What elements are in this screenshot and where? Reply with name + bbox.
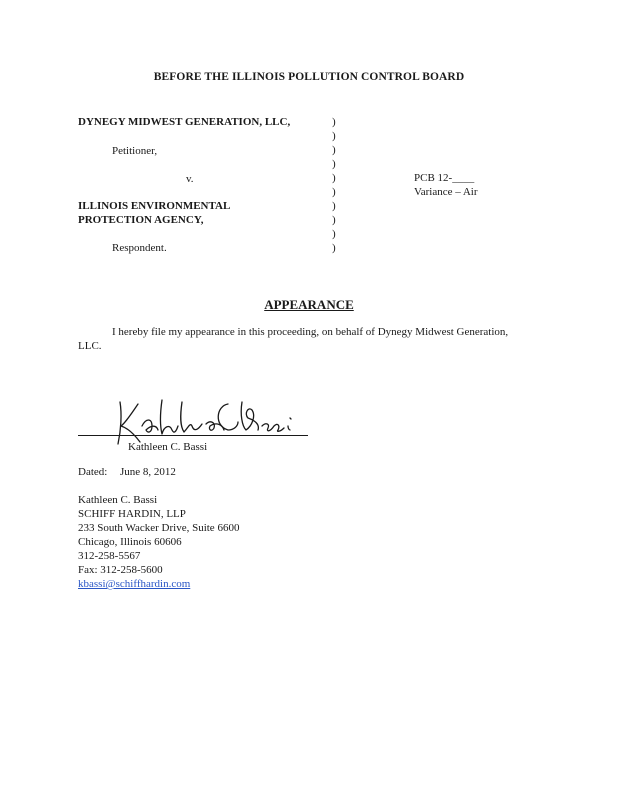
caption-paren: ) (332, 242, 336, 254)
body-line-1: I hereby file my appearance in this proceeding, on behalf of Dynegy Midwest Generation, (112, 326, 509, 338)
signer-name: Kathleen C. Bassi (128, 441, 208, 453)
address-fax: Fax: 312-258-5600 (78, 564, 163, 576)
address-phone: 312-258-5567 (78, 550, 141, 562)
respondent-name-line1: ILLINOIS ENVIRONMENTAL (78, 200, 231, 212)
caption-paren: ) (332, 214, 336, 226)
email-link[interactable]: kbassi@schiffhardin.com (78, 578, 191, 590)
caption-paren: ) (332, 116, 336, 128)
dated-label: Dated: (78, 466, 108, 478)
signature-line (78, 435, 308, 436)
caption-paren: ) (332, 158, 336, 170)
caption-paren: ) (332, 200, 336, 212)
board-title: BEFORE THE ILLINOIS POLLUTION CONTROL BOARD (153, 71, 465, 83)
caption-paren: ) (332, 186, 336, 198)
address-city: Chicago, Illinois 60606 (78, 536, 182, 548)
caption-paren: ) (332, 144, 336, 156)
dated-value: June 8, 2012 (120, 466, 176, 478)
caption-paren: ) (332, 172, 336, 184)
caption-paren: ) (332, 130, 336, 142)
case-type: Variance – Air (414, 186, 478, 198)
address-firm: SCHIFF HARDIN, LLP (78, 508, 186, 520)
caption-paren: ) (332, 228, 336, 240)
address-street: 233 South Wacker Drive, Suite 6600 (78, 522, 240, 534)
respondent-role: Respondent. (112, 242, 167, 254)
body-line-2: LLC. (78, 340, 102, 352)
versus-label: v. (186, 173, 194, 185)
petitioner-name: DYNEGY MIDWEST GENERATION, LLC, (78, 116, 291, 128)
case-number: PCB 12-____ (414, 172, 475, 184)
appearance-heading: APPEARANCE (264, 297, 354, 312)
address-name: Kathleen C. Bassi (78, 494, 158, 506)
respondent-name-line2: PROTECTION AGENCY, (78, 214, 204, 226)
petitioner-role: Petitioner, (112, 145, 158, 157)
